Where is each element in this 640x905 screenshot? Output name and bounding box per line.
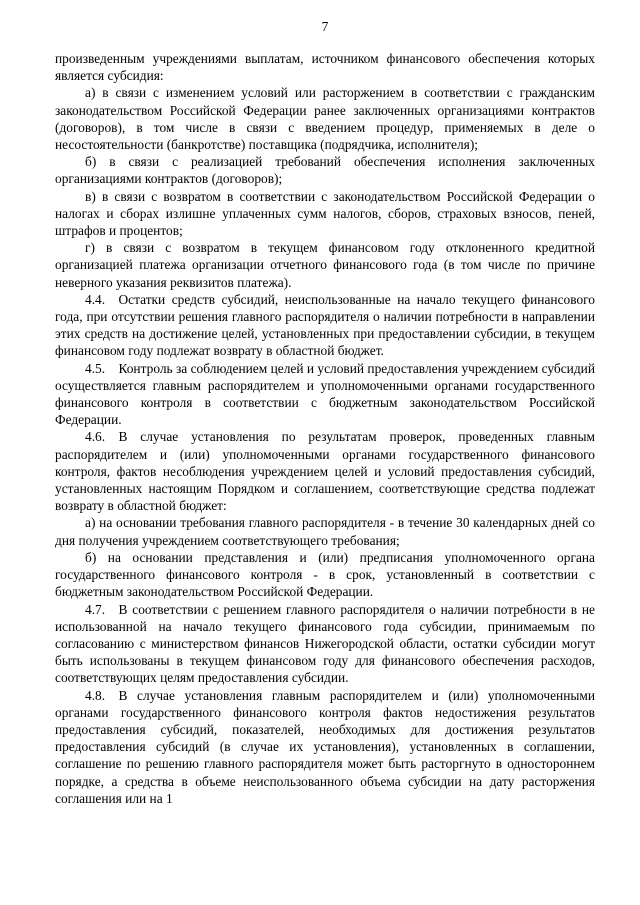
paragraph-item-v: в) в связи с возвратом в соответствии с законодательством Российской Федерации о налогах и сборах излишне уплаченных сумм налогов, сборов, страховых взносов, пеней, штрафов и процентов;	[55, 188, 595, 239]
paragraph-continuation: произведенным учреждениями выплатам, источником финансового обеспечения которых является субсидия:	[55, 51, 595, 84]
paragraph-4-7: 4.7. В соответствии с решением главного распорядителя о наличии потребности в не использованной на начало текущего финансового года субсидии, принимаемым по согласованию с министерством финансов Нижегородской области, остатки субсидии могут быть использованы в текущем финансовом году для финансового обеспечения расходов, соответствующих целям предоставления субсидии.	[55, 601, 595, 686]
paragraph-4-5: 4.5. Контроль за соблюдением целей и условий предоставления учреждением субсидий осуществляется главным распорядителем и уполномоченными органами государственного финансового контроля в соответствии с бюджетным законодательством Российской Федерации.	[55, 360, 595, 428]
paragraph-item-a: а) в связи с изменением условий или расторжением в соответствии с гражданским законодательством Российской Федерации ранее заключенных организациями контрактов (договоров), в том числе в связи с введением процедур, применяемых в деле о несостоятельности (банкротстве) поставщика (подрядчика, исполнителя);	[55, 85, 595, 153]
page-number: 7	[321, 19, 329, 34]
paragraph-4-6-item-a: а) на основании требования главного распорядителя - в течение 30 календарных дней со дня получения учреждением соответствующего требования;	[55, 515, 595, 548]
paragraph-item-g: г) в связи с возвратом в текущем финансовом году отклоненного кредитной организацией платежа организации отчетного финансового года (в том числе по причине неверного указания реквизитов платежа).	[55, 240, 595, 290]
paragraph-item-b: б) в связи с реализацией требований обеспечения исполнения заключенных организациями контрактов (договоров);	[55, 154, 595, 187]
document-page	[55, 0, 595, 807]
paragraph-4-8: 4.8. В случае установления главным распорядителем и (или) уполномоченными органами государственного финансового контроля фактов недостижения результатов предоставления субсидий, показателей, необходимых для достижения результатов предоставления субсидий (в случае их установления), установленных в соглашении, соглашение по решению главного распорядителя может быть расторгнуто в одностороннем порядке, а средства в объеме неиспользованного объема субсидии на дату расторжения соглашения или на 1	[55, 687, 595, 806]
paragraph-4-6-item-b: б) на основании представления и (или) предписания уполномоченного органа государственного финансового контроля - в срок, установленный в соответствии с бюджетным законодательством Российской Федерации.	[55, 549, 595, 600]
paragraph-4-4: 4.4. Остатки средств субсидий, неиспользованные на начало текущего финансового года, при отсутствии решения главного распорядителя о наличии потребности в направлении этих средств на достижение целей, установленных при предоставлении субсидии, в текущем финансовом году подлежат возврату в областной бюджет.	[55, 291, 595, 359]
paragraph-4-6: 4.6. В случае установления по результатам проверок, проведенных главным распорядителем и (или) уполномоченными органами государственного финансового контроля, фактов несоблюдения учреждением целей и условий предоставления субсидий, установленных настоящим Порядком и соглашением, соответствующие средства подлежат возврату в областной бюджет:	[55, 429, 595, 514]
